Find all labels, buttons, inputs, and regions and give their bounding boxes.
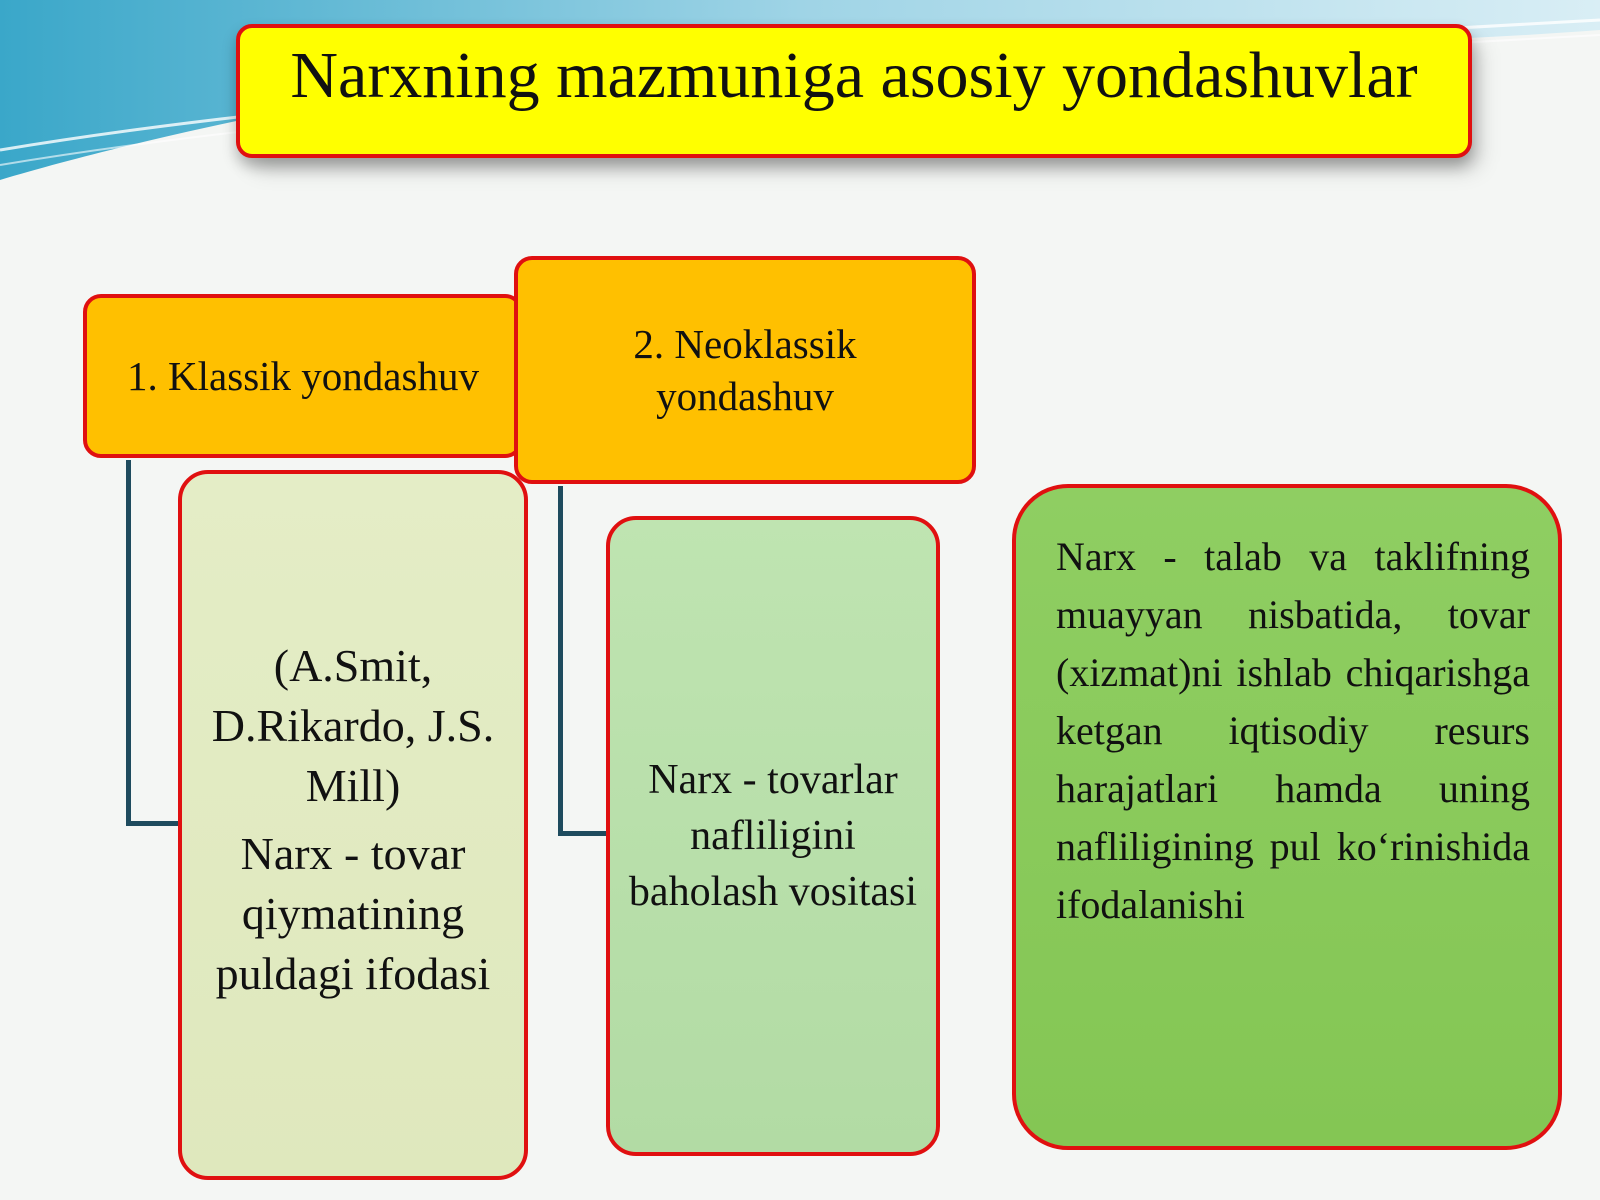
- connector-classic: [126, 460, 182, 826]
- heading-classic-label: 1. Klassik yondashuv: [127, 353, 479, 399]
- title-banner: [236, 24, 1472, 158]
- page-title: Narxning mazmuniga asosiy yondashuvlar: [290, 39, 1418, 112]
- classic-authors: (A.Smit, D.Rikardo, J.S. Mill): [211, 640, 495, 811]
- card-neoclassic: [606, 516, 940, 1156]
- card-classic: [178, 470, 528, 1180]
- neoclassic-definition: Narx - tovarlar nafliligini baholash vositasi: [628, 757, 918, 915]
- heading-classic-approach: [83, 294, 523, 458]
- card-market-definition: [1012, 484, 1562, 1150]
- market-definition: Narx - talab va taklifning muayyan nisbatida, tovar (xizmat)ni ishlab chiqarishga ketgan iqtisodiy resurs harajatlari hamda uning nafliligining pul ko‘rinishida ifodalanishi: [1056, 534, 1530, 927]
- classic-definition: Narx - tovar qiymatining puldagi ifodasi: [215, 828, 491, 999]
- heading-neoclassic-label: 2. Neoklassik yondashuv: [633, 321, 857, 419]
- heading-neoclassic-approach: [514, 256, 976, 484]
- connector-neoclassic: [558, 486, 608, 836]
